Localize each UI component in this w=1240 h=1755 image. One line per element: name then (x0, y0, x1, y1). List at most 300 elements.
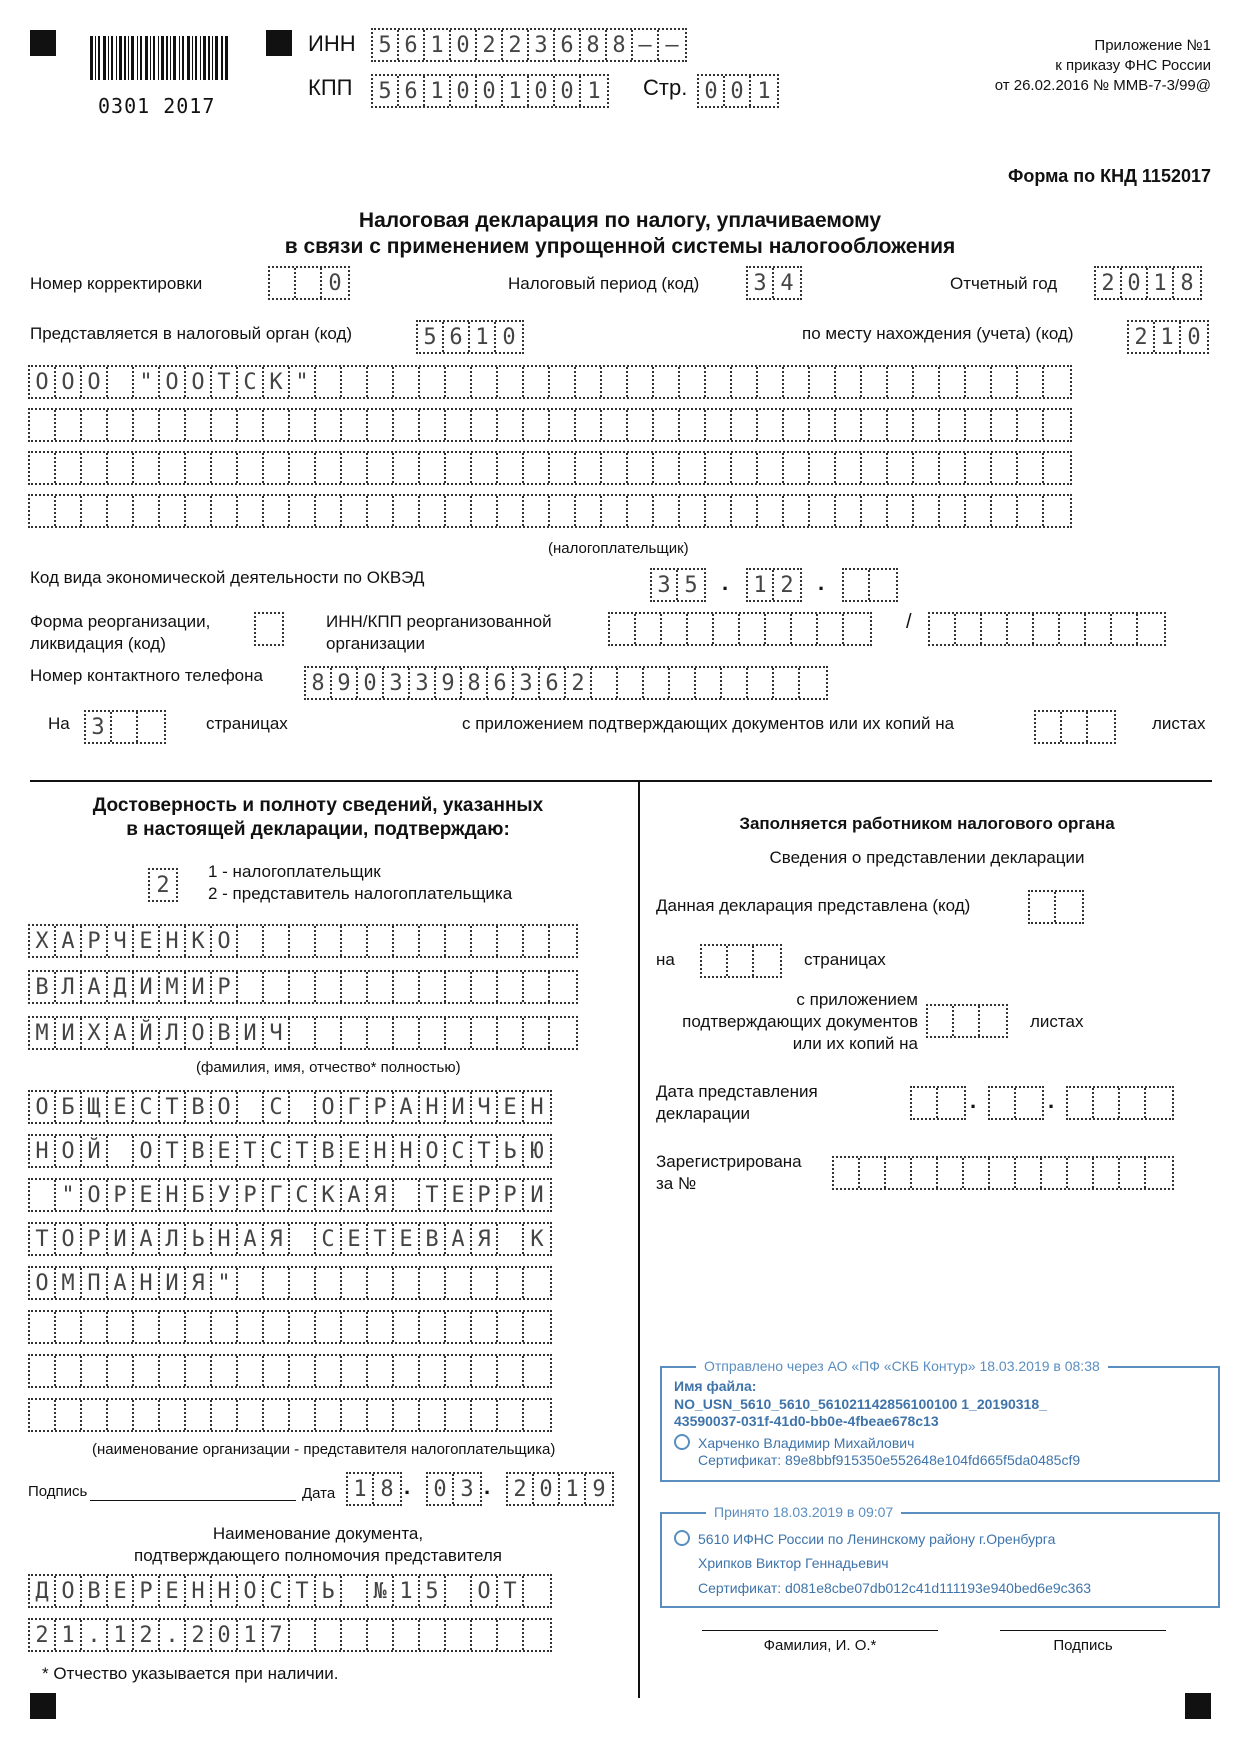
cell[interactable]: 0 (555, 76, 581, 106)
cell[interactable] (576, 367, 602, 397)
cell[interactable] (1044, 367, 1070, 397)
cell[interactable] (238, 496, 264, 526)
right-attach-cells[interactable] (926, 1004, 1008, 1038)
cell[interactable] (186, 1400, 212, 1430)
cell[interactable] (940, 367, 966, 397)
cell[interactable] (212, 496, 238, 526)
cell[interactable]: Я (264, 1224, 290, 1254)
cell[interactable] (290, 1092, 316, 1122)
cell[interactable] (108, 410, 134, 440)
cell[interactable] (1068, 1088, 1094, 1118)
cell[interactable]: О (212, 926, 238, 956)
cell[interactable]: Н (160, 926, 186, 956)
cell[interactable] (160, 410, 186, 440)
cell[interactable] (238, 1356, 264, 1386)
name-row-2[interactable] (28, 970, 578, 1004)
cell[interactable] (264, 410, 290, 440)
cell[interactable] (654, 453, 680, 483)
cell[interactable]: Т (420, 1180, 446, 1210)
cell[interactable] (394, 1268, 420, 1298)
cell[interactable] (342, 453, 368, 483)
cell[interactable] (290, 1400, 316, 1430)
cell[interactable] (784, 496, 810, 526)
cell[interactable] (446, 926, 472, 956)
cell[interactable]: Т (30, 1224, 56, 1254)
cell[interactable] (602, 410, 628, 440)
org-row-5[interactable] (28, 1266, 552, 1300)
cell[interactable] (290, 926, 316, 956)
cell[interactable] (472, 496, 498, 526)
cell[interactable]: Е (342, 1224, 368, 1254)
cell[interactable] (368, 1312, 394, 1342)
cell[interactable]: Щ (82, 1092, 108, 1122)
cell[interactable]: Н (186, 1576, 212, 1606)
cell[interactable] (290, 1224, 316, 1254)
cell[interactable]: 1 (503, 76, 529, 106)
cell[interactable]: К (186, 926, 212, 956)
cell[interactable] (472, 1356, 498, 1386)
cell[interactable] (602, 367, 628, 397)
cell[interactable] (524, 1312, 550, 1342)
cell[interactable] (472, 1268, 498, 1298)
cell[interactable] (810, 367, 836, 397)
cell[interactable] (1112, 614, 1138, 644)
cell[interactable] (498, 1400, 524, 1430)
cell[interactable] (108, 1136, 134, 1166)
cell[interactable]: В (316, 1136, 342, 1166)
cell[interactable] (56, 1400, 82, 1430)
cell[interactable]: 3 (514, 668, 540, 698)
cell[interactable]: 3 (384, 668, 410, 698)
tax-authority-cells[interactable] (416, 320, 524, 354)
cell[interactable] (844, 614, 870, 644)
cell[interactable]: 6 (399, 30, 425, 60)
cell[interactable] (618, 668, 644, 698)
cell[interactable] (238, 926, 264, 956)
cell[interactable] (342, 1356, 368, 1386)
cell[interactable] (956, 614, 982, 644)
cell[interactable] (368, 1400, 394, 1430)
cell[interactable] (290, 496, 316, 526)
cell[interactable]: О (186, 367, 212, 397)
cell[interactable] (238, 1092, 264, 1122)
cell[interactable]: Н (420, 1092, 446, 1122)
cell[interactable] (446, 453, 472, 483)
cell[interactable] (394, 972, 420, 1002)
cell[interactable]: 8 (306, 668, 332, 698)
cell[interactable] (576, 410, 602, 440)
cell[interactable] (914, 410, 940, 440)
reg-cells[interactable] (832, 1156, 1174, 1190)
cell[interactable]: Т (290, 1136, 316, 1166)
cell[interactable] (498, 1312, 524, 1342)
cell[interactable] (928, 1006, 954, 1036)
cell[interactable] (912, 1158, 938, 1188)
cell[interactable]: П (82, 1268, 108, 1298)
location-cells[interactable] (1127, 320, 1209, 354)
cell[interactable] (394, 926, 420, 956)
pages-cells[interactable] (84, 710, 166, 744)
cell[interactable]: А (56, 926, 82, 956)
cell[interactable]: Е (134, 926, 160, 956)
cell[interactable]: С (238, 367, 264, 397)
cell[interactable]: А (342, 1180, 368, 1210)
cell[interactable] (524, 453, 550, 483)
okved-cells-1[interactable] (650, 568, 706, 602)
cell[interactable]: 2 (30, 1620, 56, 1650)
cell[interactable]: 0 (1187, 324, 1201, 350)
cell[interactable]: Е (108, 1576, 134, 1606)
cell[interactable] (394, 1400, 420, 1430)
cell[interactable]: 5 (373, 30, 399, 60)
cell[interactable]: И (446, 1092, 472, 1122)
cell[interactable] (472, 1312, 498, 1342)
cell[interactable] (696, 668, 722, 698)
cell[interactable] (290, 1268, 316, 1298)
cell[interactable] (1044, 496, 1070, 526)
cell[interactable] (992, 410, 1018, 440)
cell[interactable]: О (56, 1224, 82, 1254)
signer-cells[interactable] (148, 868, 178, 902)
cell[interactable] (108, 367, 134, 397)
cell[interactable] (844, 570, 870, 600)
reorg-kpp-cells[interactable] (928, 612, 1166, 646)
cell[interactable] (992, 496, 1018, 526)
cell[interactable] (1016, 1088, 1042, 1118)
cell[interactable] (316, 367, 342, 397)
cell[interactable]: О (82, 367, 108, 397)
cell[interactable] (498, 1224, 524, 1254)
cell[interactable]: Н (134, 1268, 160, 1298)
cell[interactable] (810, 410, 836, 440)
cell[interactable] (498, 367, 524, 397)
cell[interactable] (1120, 1088, 1146, 1118)
cell[interactable] (1036, 712, 1062, 742)
cell[interactable] (498, 1268, 524, 1298)
cell[interactable] (264, 1312, 290, 1342)
cell[interactable] (888, 367, 914, 397)
okved-cells-3[interactable] (842, 568, 898, 602)
cell[interactable] (940, 453, 966, 483)
cell[interactable] (966, 453, 992, 483)
cell[interactable] (714, 614, 740, 644)
cell[interactable]: Н (212, 1576, 238, 1606)
cell[interactable] (1094, 1088, 1120, 1118)
cell[interactable] (108, 1356, 134, 1386)
cell[interactable]: 1 (108, 1620, 134, 1650)
phone-cells[interactable] (304, 666, 828, 700)
taxpayer-row-1[interactable] (28, 365, 1072, 399)
cell[interactable] (420, 1620, 446, 1650)
cell[interactable]: . (160, 1620, 186, 1650)
cell[interactable] (758, 496, 784, 526)
cell[interactable] (112, 712, 138, 742)
cell[interactable] (602, 453, 628, 483)
cell[interactable] (342, 1268, 368, 1298)
cell[interactable] (264, 926, 290, 956)
taxpayer-row-4[interactable] (28, 494, 1072, 528)
cell[interactable] (30, 496, 56, 526)
cell[interactable] (394, 496, 420, 526)
cell[interactable] (938, 1158, 964, 1188)
cell[interactable] (420, 496, 446, 526)
cell[interactable]: 6 (399, 76, 425, 106)
cell[interactable] (160, 496, 186, 526)
cell[interactable]: Г (264, 1180, 290, 1210)
cell[interactable] (550, 410, 576, 440)
cell[interactable]: Е (212, 1136, 238, 1166)
cell[interactable] (82, 410, 108, 440)
cell[interactable] (702, 946, 728, 976)
cell[interactable]: 8 (380, 1476, 394, 1502)
cell[interactable]: О (82, 1180, 108, 1210)
cell[interactable]: 1 (394, 1576, 420, 1606)
cell[interactable] (784, 453, 810, 483)
cell[interactable]: 5 (373, 76, 399, 106)
cell[interactable]: И (160, 1268, 186, 1298)
cell[interactable] (290, 1312, 316, 1342)
cell[interactable]: Е (108, 1092, 134, 1122)
cell[interactable] (1060, 614, 1086, 644)
cell[interactable] (966, 367, 992, 397)
cell[interactable] (420, 1268, 446, 1298)
cell[interactable]: 1 (348, 1474, 374, 1504)
okved-cells-2[interactable] (746, 568, 802, 602)
cell[interactable] (472, 367, 498, 397)
cell[interactable] (1016, 1158, 1042, 1188)
cell[interactable] (264, 496, 290, 526)
cell[interactable] (56, 410, 82, 440)
cell[interactable] (524, 1576, 550, 1606)
cell[interactable]: М (56, 1268, 82, 1298)
cell[interactable]: 0 (451, 76, 477, 106)
cell[interactable] (1056, 892, 1082, 922)
doc-row-2[interactable] (28, 1618, 552, 1652)
cell[interactable]: № (368, 1576, 394, 1606)
submitted-cells[interactable] (1028, 890, 1084, 924)
org-row-4[interactable] (28, 1222, 552, 1256)
cell[interactable] (644, 668, 670, 698)
cell[interactable]: Ч (264, 1018, 290, 1048)
cell[interactable] (316, 1400, 342, 1430)
cell[interactable] (238, 410, 264, 440)
cell[interactable] (550, 972, 576, 1002)
cell[interactable] (1018, 453, 1044, 483)
cell[interactable] (938, 1088, 964, 1118)
cell[interactable]: Н (212, 1224, 238, 1254)
cell[interactable] (1030, 892, 1056, 922)
cell[interactable]: О (56, 1136, 82, 1166)
cell[interactable] (550, 496, 576, 526)
cell[interactable] (264, 1400, 290, 1430)
cell[interactable]: 8 (462, 668, 488, 698)
cell[interactable]: 2 (134, 1620, 160, 1650)
cell[interactable]: Р (498, 1180, 524, 1210)
cell[interactable] (420, 972, 446, 1002)
cell[interactable]: Ь (498, 1136, 524, 1166)
cell[interactable] (316, 926, 342, 956)
cell[interactable]: Е (342, 1136, 368, 1166)
fio-line[interactable] (702, 1630, 938, 1631)
cell[interactable] (56, 453, 82, 483)
cell[interactable] (748, 668, 774, 698)
cell[interactable] (186, 453, 212, 483)
cell[interactable]: . (82, 1620, 108, 1650)
cell[interactable]: С (134, 1092, 160, 1122)
cell[interactable]: Н (30, 1136, 56, 1166)
cell[interactable] (732, 453, 758, 483)
cell[interactable] (368, 1268, 394, 1298)
cell[interactable]: И (56, 1018, 82, 1048)
cell[interactable] (160, 1356, 186, 1386)
cell[interactable]: Н (160, 1180, 186, 1210)
cell[interactable] (498, 1018, 524, 1048)
cell[interactable] (342, 1312, 368, 1342)
cell[interactable] (212, 453, 238, 483)
cell[interactable]: 1 (587, 78, 601, 104)
cell[interactable]: – (665, 32, 679, 58)
cell[interactable] (82, 453, 108, 483)
cell[interactable]: Й (82, 1136, 108, 1166)
cell[interactable] (472, 410, 498, 440)
cell[interactable]: О (420, 1136, 446, 1166)
cell[interactable]: Е (160, 1576, 186, 1606)
cell[interactable]: Б (56, 1092, 82, 1122)
cell[interactable] (316, 453, 342, 483)
cell[interactable] (264, 1268, 290, 1298)
cell[interactable] (1034, 614, 1060, 644)
cell[interactable] (138, 712, 164, 742)
cell[interactable] (498, 972, 524, 1002)
cell[interactable] (680, 496, 706, 526)
cell[interactable]: 8 (607, 30, 633, 60)
cell[interactable] (394, 1620, 420, 1650)
cell[interactable] (870, 570, 896, 600)
cell[interactable]: Р (212, 972, 238, 1002)
cell[interactable] (818, 614, 844, 644)
cell[interactable] (758, 367, 784, 397)
org-row-3[interactable] (28, 1178, 552, 1212)
cell[interactable] (446, 496, 472, 526)
cell[interactable] (1120, 1158, 1146, 1188)
cell[interactable]: 1 (238, 1620, 264, 1650)
cell[interactable] (264, 1356, 290, 1386)
cell[interactable]: 0 (699, 76, 725, 106)
cell[interactable] (722, 668, 748, 698)
cell[interactable]: Р (472, 1180, 498, 1210)
cell[interactable] (992, 453, 1018, 483)
cell[interactable]: Р (134, 1576, 160, 1606)
cell[interactable] (680, 367, 706, 397)
cell[interactable]: В (30, 972, 56, 1002)
cell[interactable] (472, 972, 498, 1002)
cell[interactable] (238, 453, 264, 483)
cell[interactable] (498, 410, 524, 440)
cell[interactable]: 1 (470, 322, 496, 352)
right-date-cells-day[interactable] (910, 1086, 966, 1120)
cell[interactable] (446, 367, 472, 397)
cell[interactable] (446, 1620, 472, 1650)
cell[interactable] (766, 614, 792, 644)
kpp-cells[interactable] (371, 74, 609, 108)
cell[interactable]: Т (290, 1576, 316, 1606)
cell[interactable] (860, 1158, 886, 1188)
cell[interactable] (524, 1620, 550, 1650)
cell[interactable]: А (108, 1268, 134, 1298)
cell[interactable]: 2 (508, 1474, 534, 1504)
name-row-3[interactable] (28, 1016, 578, 1050)
cell[interactable] (758, 453, 784, 483)
cell[interactable] (524, 1018, 550, 1048)
cell[interactable] (1094, 1158, 1120, 1188)
cell[interactable] (134, 410, 160, 440)
cell[interactable] (238, 972, 264, 1002)
cell[interactable] (966, 496, 992, 526)
cell[interactable] (1018, 367, 1044, 397)
cell[interactable]: 0 (328, 270, 342, 296)
cell[interactable] (186, 1312, 212, 1342)
cell[interactable]: В (212, 1018, 238, 1048)
cell[interactable]: С (290, 1180, 316, 1210)
cell[interactable]: 3 (460, 1476, 474, 1502)
cell[interactable]: В (186, 1092, 212, 1122)
cell[interactable]: О (30, 367, 56, 397)
cell[interactable] (134, 453, 160, 483)
cell[interactable]: 8 (1180, 270, 1194, 296)
cell[interactable] (792, 614, 818, 644)
cell[interactable]: 1 (748, 570, 774, 600)
cell[interactable]: С (264, 1092, 290, 1122)
cell[interactable] (628, 410, 654, 440)
cell[interactable]: Б (186, 1180, 212, 1210)
cell[interactable]: 2 (780, 572, 794, 598)
cell[interactable] (446, 1356, 472, 1386)
cell[interactable] (774, 668, 800, 698)
cell[interactable] (368, 1356, 394, 1386)
org-row-7[interactable] (28, 1354, 552, 1388)
cell[interactable]: Е (394, 1224, 420, 1254)
cell[interactable] (836, 496, 862, 526)
cell[interactable] (394, 1356, 420, 1386)
cell[interactable] (1068, 1158, 1094, 1188)
cell[interactable] (732, 367, 758, 397)
cell[interactable]: Т (472, 1136, 498, 1166)
cell[interactable] (654, 496, 680, 526)
cell[interactable]: 0 (212, 1620, 238, 1650)
cell[interactable] (1086, 614, 1112, 644)
cell[interactable]: 7 (264, 1620, 290, 1650)
cell[interactable] (316, 410, 342, 440)
cell[interactable] (592, 668, 618, 698)
cell[interactable]: О (238, 1576, 264, 1606)
cell[interactable]: И (108, 1224, 134, 1254)
cell[interactable]: Р (82, 1224, 108, 1254)
cell[interactable] (940, 496, 966, 526)
cell[interactable] (654, 410, 680, 440)
cell[interactable] (420, 1356, 446, 1386)
cell[interactable]: Ь (316, 1576, 342, 1606)
cell[interactable] (524, 367, 550, 397)
cell[interactable] (82, 1356, 108, 1386)
cell[interactable] (238, 1312, 264, 1342)
cell[interactable] (394, 1312, 420, 1342)
cell[interactable]: К (530, 1226, 544, 1252)
cell[interactable] (264, 972, 290, 1002)
cell[interactable] (342, 1018, 368, 1048)
cell[interactable]: Е (134, 1180, 160, 1210)
cell[interactable]: Я (186, 1268, 212, 1298)
cell[interactable] (800, 668, 826, 698)
